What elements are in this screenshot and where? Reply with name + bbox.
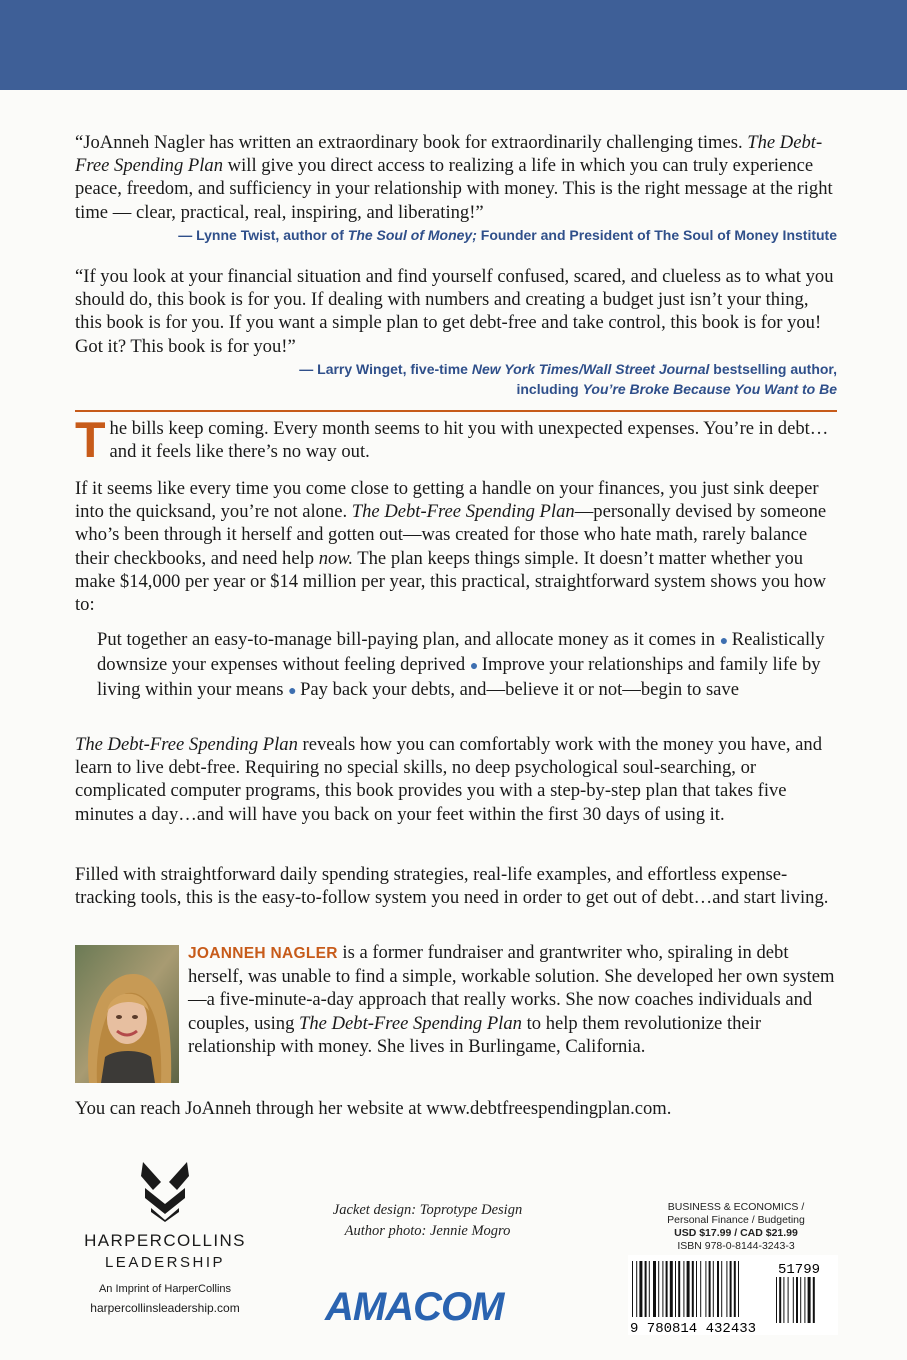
price-line: USD $17.99 / CAD $21.99 [674,1227,798,1239]
quote-1-text-post: will give you direct access to realizing a life in which you can truly experience peace, freedom, and sufficiency in your relationship with money. This is the right message at the right time — clear, practical, real, inspiring, and liberating!” [75,155,833,223]
barcode-bar [653,1261,656,1317]
benefits-list [97,628,837,704]
publisher-logo-block [75,1160,255,1315]
section-divider [75,410,837,412]
barcode-bar [670,1261,673,1317]
price-code-text: 51799 [778,1262,821,1278]
bullet-icon: ● [719,634,732,649]
barcode-bar [675,1261,676,1317]
barcode-bar [639,1261,642,1317]
barcode-info [636,1201,836,1253]
barcode-bar [645,1261,647,1317]
benefit-item-1: Put together an easy-to-manage bill-paying plan, and allocate money as it comes in [97,629,716,650]
barcode-bar [662,1261,663,1317]
publisher-url: harpercollinsleadership.com [90,1301,240,1315]
price-barcode-bar [793,1277,794,1323]
website-line: You can reach JoAnneh through her website at www.debtfreespendingplan.com. [75,1098,672,1119]
barcode-bar [730,1261,732,1317]
quote-2-attribution-line2: including You’re Broke Because You Want to Be [516,380,837,397]
barcode-bar [705,1261,706,1317]
barcode-bar [632,1261,633,1317]
harpercollins-flame-icon [139,1160,191,1222]
barcode-bar [734,1261,736,1317]
price-barcode-bar [804,1277,805,1323]
barcode-bar [636,1261,637,1317]
barcode-bar [658,1261,659,1317]
publisher-name: HARPERCOLLINS [84,1231,246,1250]
barcode-bar [738,1261,739,1317]
jacket-credit: Jacket design: Toprotype Design [332,1202,523,1218]
category-line-2: Personal Finance / Budgeting [667,1214,805,1226]
barcode-bar [717,1261,719,1317]
benefit-item-4: Pay back your debts, and—believe it or not—begin to save [300,679,739,701]
benefit-item-3: Improve your relationships and family life by living within your means [97,654,821,701]
quote-1-book-title: The Debt-Free Spending Plan [75,132,823,177]
benefit-item-2: Realistically downsize your expenses without feeling deprived [97,629,825,676]
barcode-bar [713,1261,714,1317]
ean-number-text: 9 780814 432433 [630,1321,757,1335]
quote-2-attribution-line1: — Larry Winget, five-time New York Times/Wall Street Journal bestselling author, [299,360,837,377]
barcode-bar [678,1261,680,1317]
price-barcode-bar [779,1277,781,1323]
body-paragraph-4: Filled with straightforward daily spending strategies, real-life examples, and effortless expense-tracking tools, this is the easy-to-follow system you need in order to get out of debt…and start living. [75,864,829,909]
bullet-icon: ● [469,659,482,675]
photo-credit: Author photo: Jennie Mogro [344,1223,511,1239]
imprint-note: An Imprint of HarperCollins [98,1283,232,1295]
quote-1-attribution: — Lynne Twist, author of The Soul of Money; Founder and President of The Soul of Money Institute [178,226,837,243]
price-barcode-bar [788,1277,789,1323]
publisher-imprint-name: LEADERSHIP [104,1254,226,1271]
price-barcode-bar [808,1277,811,1323]
cover-credits [300,1200,555,1242]
barcode-bar [709,1261,711,1317]
barcode-bar [726,1261,727,1317]
barcode-bar [666,1261,668,1317]
quote-1-text-pre: “JoAnneh Nagler has written an extraordinary book for extraordinarily challenging times. [75,132,748,153]
body-paragraph-3: The Debt-Free Spending Plan reveals how you can comfortably work with the money you have, and learn to live debt-free. Requiring no special skills, no deep psychological soul-searching, or complicated computer programs, this book provides you with a step-by-step plan that takes five minutes a day…and will have you back on your feet within the first 30 days of using it. [75,734,822,825]
body-paragraph-1: T he bills keep coming. Every month seems to hit you with unexpected expenses. You’re in debt…and it feels like there’s no way out. [75,412,829,468]
barcode-bar [700,1261,701,1317]
body-paragraph-2: If it seems like every time you come close to getting a handle on your finances, you just sink deeper into the quicksand, you’re not alone. The Debt-Free Spending Plan—personally devised by someone who’s been through it herself and gotten out—was created for those who hate math, rarely balance their checkbooks, and need help now. The plan keeps things simple. It doesn’t matter whether you make $14,000 per year or $14 million per year, this practical, straightforward system shows you how to: [75,478,827,616]
barcode-bar [721,1261,722,1317]
price-barcode-bar [776,1277,777,1323]
price-barcode-bar [796,1277,798,1323]
category-line-1: BUSINESS & ECONOMICS / [667,1201,805,1213]
price-barcode-bar [783,1277,784,1323]
endorsement-quote-2 [75,265,837,400]
barcode-bar [687,1261,690,1317]
price-barcode-bar [813,1277,815,1323]
barcode-bar [696,1261,697,1317]
author-name: JOANNEH NAGLER [188,945,338,962]
amacom-logo: AMACOM [325,1285,504,1329]
quote-2-text: “If you look at your financial situation and find yourself confused, scared, and clueless as to what you should do, this book is for you. If dealing with numbers and creating a budget just isn’t your thing, this book is for you. If you want a simple plan to get debt-free and take control, this book is for you! Got it? This book is for you!” [75,266,834,357]
price-barcode-bar [800,1277,801,1323]
barcode-bar [692,1261,694,1317]
barcode-bar [683,1261,684,1317]
author-photo [75,945,179,1083]
isbn-barcode [628,1255,838,1335]
top-color-band [0,0,907,90]
barcode-bar [649,1261,650,1317]
drop-cap: T [75,412,106,468]
endorsement-quote-1 [75,131,837,246]
isbn-line: ISBN 978-0-8144-3243-3 [677,1240,795,1252]
bullet-icon: ● [288,684,301,700]
author-bio: JOANNEH NAGLER is a former fundraiser and grantwriter who, spiraling in debt herself, was unable to find a simple, workable solution. She developed her own system—a five-minute-a-day approach that really works. She now coaches individuals and couples, using The Debt-Free Spending Plan to help them revolutionize their relationship with money. She lives in Burlingame, California. [188,942,835,1057]
